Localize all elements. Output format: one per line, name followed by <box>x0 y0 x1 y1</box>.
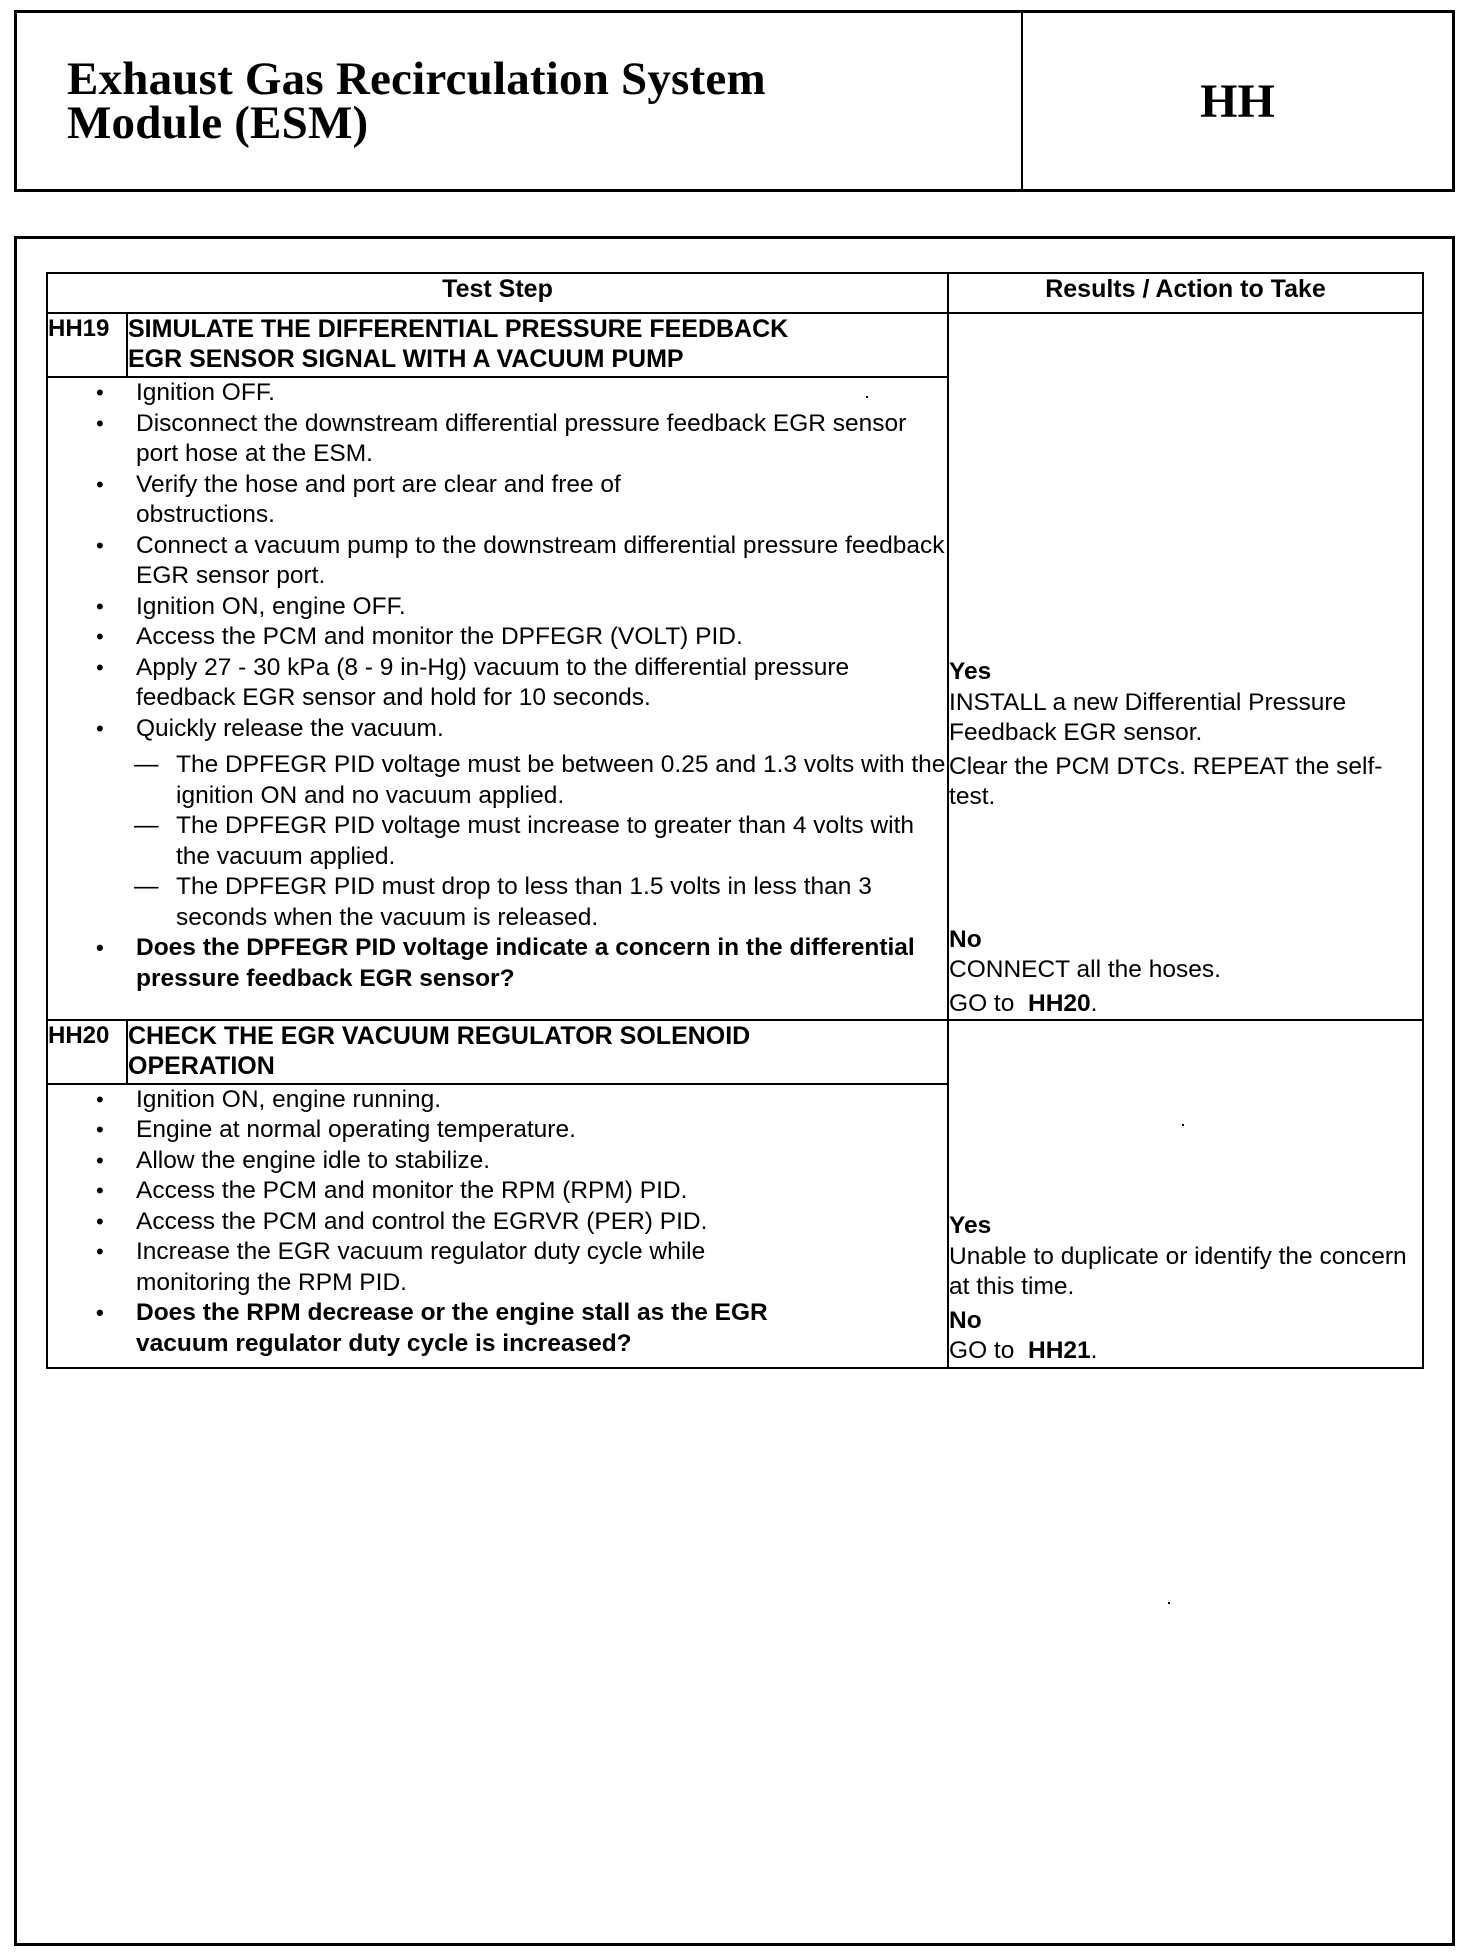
step-title-line: OPERATION <box>128 1052 275 1080</box>
table-header-row <box>47 273 1423 313</box>
result-yes-label: Yes <box>949 658 992 685</box>
page-header <box>14 10 1455 192</box>
goto-step-link[interactable]: HH20 <box>1028 989 1091 1017</box>
instruction-item: • Access the PCM and monitor the RPM (RPM) PID. <box>136 1176 947 1207</box>
instruction-item: • Access the PCM and monitor the DPFEGR (VOLT) PID. <box>136 622 947 653</box>
scan-speck <box>1168 1602 1170 1604</box>
section-code: HH <box>1200 74 1275 128</box>
goto-suffix: . <box>1090 1337 1098 1364</box>
step-title-line: CHECK THE EGR VACUUM REGULATOR SOLENOID <box>128 1022 751 1050</box>
result-yes-action: Clear the PCM DTCs. REPEAT the self-test. <box>949 752 1383 810</box>
result-yes-label: Yes <box>949 1212 992 1239</box>
result-no-label: No <box>949 925 982 953</box>
instruction-item: • Allow the engine idle to stabilize. <box>136 1146 947 1177</box>
instruction-item: • Increase the EGR vacuum regulator duty cycle while monitoring the RPM PID. <box>136 1237 816 1298</box>
result-no <box>949 1306 1422 1367</box>
scan-speck <box>866 396 868 398</box>
criteria-list <box>136 750 947 933</box>
step-title <box>127 313 948 377</box>
goto-prefix: GO to <box>949 1337 1015 1364</box>
result-no-action: CONNECT all the hoses. <box>949 956 1221 983</box>
step-results <box>948 1020 1423 1368</box>
criteria-item: — The DPFEGR PID voltage must be between 0.25 and 1.3 volts with the ignition ON and no vacuum applied. <box>176 750 947 811</box>
step-id: HH19 <box>47 313 127 377</box>
result-yes-action: INSTALL a new Differential Pressure Feedback EGR sensor. <box>949 688 1347 746</box>
instruction-item: • Ignition OFF. <box>136 378 947 409</box>
result-no <box>949 925 1422 1020</box>
diagnostic-table <box>46 272 1424 1369</box>
step-title <box>127 1020 948 1084</box>
goto-suffix: . <box>1090 989 1098 1017</box>
instruction-item: • Disconnect the downstream differential pressure feedback EGR sensor port hose at the ESM. <box>136 409 947 470</box>
instruction-item: • Connect a vacuum pump to the downstream differential pressure feedback EGR sensor port. <box>136 531 947 592</box>
result-no-label: No <box>949 1306 982 1334</box>
page-title-line-2: Module (ESM) <box>67 97 369 149</box>
result-yes-action: Unable to duplicate or identify the concern at this time. <box>949 1242 1407 1300</box>
step-title-row <box>47 1020 1423 1084</box>
step-question: • Does the DPFEGR PID voltage indicate a concern in the differential pressure feedback EGR sensor? <box>136 933 947 994</box>
step-title-line: EGR SENSOR SIGNAL WITH A VACUUM PUMP <box>128 345 684 373</box>
step-title-line: SIMULATE THE DIFFERENTIAL PRESSURE FEEDBACK <box>128 315 789 343</box>
page-title <box>17 13 1023 189</box>
result-no-goto <box>949 1336 1422 1367</box>
goto-prefix: GO to <box>949 989 1015 1017</box>
column-header-results: Results / Action to Take <box>948 273 1423 313</box>
step-results <box>948 313 1423 1020</box>
result-yes <box>949 1211 1422 1303</box>
goto-step-link[interactable]: HH21 <box>1028 1337 1091 1364</box>
page-title-line-1: Exhaust Gas Recirculation System <box>67 53 766 105</box>
result-yes <box>949 657 1422 813</box>
step-instructions <box>47 1084 948 1368</box>
criteria-item: — The DPFEGR PID voltage must increase to greater than 4 volts with the vacuum applied. <box>176 811 947 872</box>
instruction-list <box>48 378 947 994</box>
step-instructions <box>47 377 948 1020</box>
section-code-box <box>1023 13 1452 189</box>
instruction-item: • Apply 27 - 30 kPa (8 - 9 in-Hg) vacuum to the differential pressure feedback EGR sensor and hold for 10 seconds. <box>136 653 947 714</box>
instruction-item: • Access the PCM and control the EGRVR (PER) PID. <box>136 1207 947 1238</box>
instruction-item <box>136 714 947 934</box>
instruction-item: • Ignition ON, engine running. <box>136 1085 947 1116</box>
instruction-item: • Engine at normal operating temperature. <box>136 1115 947 1146</box>
criteria-item: — The DPFEGR PID must drop to less than 1.5 volts in less than 3 seconds when the vacuum is released. <box>176 872 947 933</box>
step-id: HH20 <box>47 1020 127 1084</box>
step-title-row <box>47 313 1423 377</box>
column-header-test-step: Test Step <box>47 273 948 313</box>
instruction-item: • Verify the hose and port are clear and free of obstructions. <box>136 470 736 531</box>
step-question: • Does the RPM decrease or the engine stall as the EGR vacuum regulator duty cycle is increased? <box>136 1298 836 1359</box>
result-no-goto <box>949 989 1422 1020</box>
instruction-item: • Ignition ON, engine OFF. <box>136 592 947 623</box>
scan-speck <box>1182 1124 1184 1126</box>
instruction-list <box>48 1085 947 1360</box>
instruction-text: Quickly release the vacuum. <box>136 714 444 742</box>
